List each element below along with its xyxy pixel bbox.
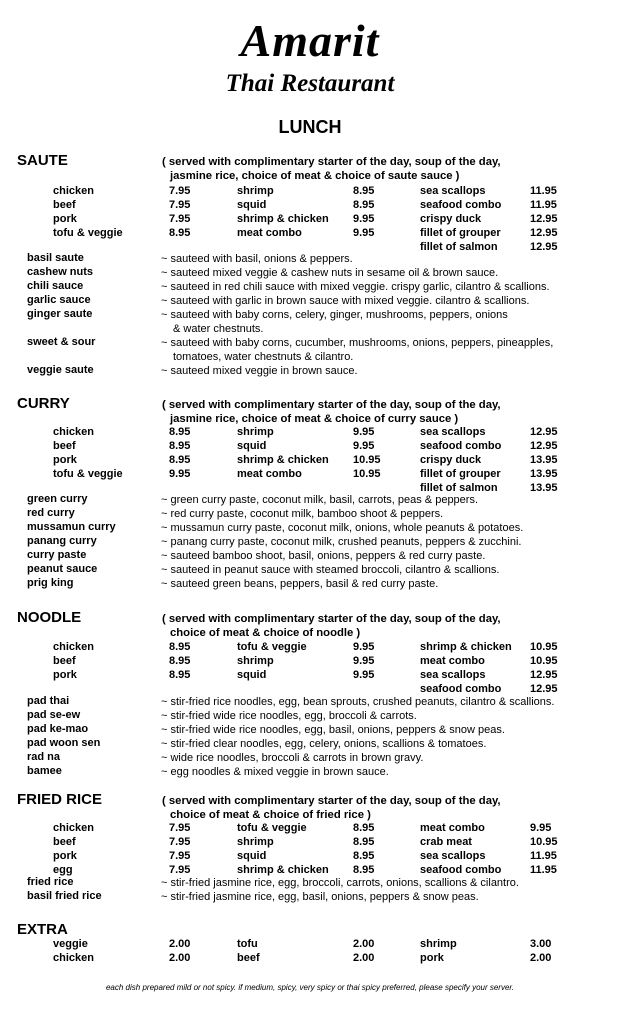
price-item-name: beef xyxy=(237,952,260,964)
dish-description xyxy=(161,507,443,521)
price-item-value: 9.95 xyxy=(353,213,375,225)
serving-note-line: ( served with complimentary starter of the day, soup of the day, xyxy=(162,156,501,168)
dish-description xyxy=(161,521,523,535)
dish-name: panang curry xyxy=(27,535,97,547)
price-item-name: shrimp xyxy=(237,836,274,848)
dish-description-line: ~ stir-fried clear noodles, egg, celery, onions, scallions & tomatoes. xyxy=(161,738,487,750)
price-item-name: fillet of salmon xyxy=(420,241,498,253)
price-item-value: 9.95 xyxy=(530,822,552,834)
serving-note-line: jasmine rice, choice of meat & choice of curry sauce ) xyxy=(170,413,459,425)
price-item-value: 10.95 xyxy=(530,655,558,667)
dish-description xyxy=(161,765,389,779)
serving-note-line: ( served with complimentary starter of the day, soup of the day, xyxy=(162,795,501,807)
dish-description-line: ~ sauteed with garlic in brown sauce with mixed veggie. cilantro & scallions. xyxy=(161,295,530,307)
serving-note-line: choice of meat & choice of noodle ) xyxy=(170,627,361,639)
price-item-value: 8.95 xyxy=(169,454,191,466)
price-item-name: seafood combo xyxy=(420,440,502,452)
dish-name: fried rice xyxy=(27,876,74,888)
price-item-value: 10.95 xyxy=(530,836,558,848)
price-item-name: chicken xyxy=(53,185,94,197)
price-item-value: 13.95 xyxy=(530,468,558,480)
dish-description xyxy=(161,493,478,507)
price-item-name: veggie xyxy=(53,938,88,950)
price-item-name: shrimp & chicken xyxy=(237,864,329,876)
price-item-name: seafood combo xyxy=(420,683,502,695)
dish-description xyxy=(161,709,417,723)
dish-name: cashew nuts xyxy=(27,266,94,278)
dish-name: garlic sauce xyxy=(27,294,91,306)
dish-description-line: ~ panang curry paste, coconut milk, crushed peanuts, peppers & zucchini. xyxy=(161,536,522,548)
price-item-value: 8.95 xyxy=(353,185,375,197)
dish-description-line: ~ stir-fried jasmine rice, egg, basil, onions, peppers & snow peas. xyxy=(161,891,479,903)
price-item-value: 12.95 xyxy=(530,683,558,695)
dish-name: red curry xyxy=(27,507,75,519)
price-item-name: pork xyxy=(53,454,77,466)
dish-name: rad na xyxy=(27,751,61,763)
dish-description-line: tomatoes, water chestnuts & cilantro. xyxy=(173,351,354,363)
dish-name: basil saute xyxy=(27,252,84,264)
price-item-name: crispy duck xyxy=(420,454,482,466)
dish-description-line: ~ sauteed bamboo shoot, basil, onions, peppers & red curry paste. xyxy=(161,550,486,562)
price-item-value: 11.95 xyxy=(530,185,557,197)
price-item-value: 11.95 xyxy=(530,864,557,876)
price-item-value: 10.95 xyxy=(353,468,381,480)
menu-heading: LUNCH xyxy=(278,117,342,137)
price-item-value: 8.95 xyxy=(169,440,191,452)
price-item-value: 9.95 xyxy=(353,227,375,239)
price-item-name: squid xyxy=(237,440,267,452)
price-item-value: 7.95 xyxy=(169,213,191,225)
price-item-name: fillet of grouper xyxy=(420,468,501,480)
price-item-value: 12.95 xyxy=(530,227,558,239)
dish-name: green curry xyxy=(27,493,88,505)
price-item-name: beef xyxy=(53,836,76,848)
price-item-name: meat combo xyxy=(420,655,485,667)
dish-description xyxy=(161,563,499,577)
serving-note-line: ( served with complimentary starter of the day, soup of the day, xyxy=(162,613,501,625)
price-item-name: shrimp & chicken xyxy=(237,454,329,466)
price-item-name: meat combo xyxy=(237,468,302,480)
price-item-value: 7.95 xyxy=(169,864,191,876)
dish-description-line: ~ sauteed with baby corns, celery, ginger, mushrooms, peppers, onions xyxy=(161,309,508,321)
dish-description xyxy=(161,294,529,308)
price-item-name: chicken xyxy=(53,426,94,438)
price-item-name: shrimp & chicken xyxy=(420,641,512,653)
dish-description xyxy=(161,695,554,709)
price-item-name: shrimp xyxy=(237,426,274,438)
price-item-value: 12.95 xyxy=(530,426,558,438)
price-item-name: chicken xyxy=(53,822,94,834)
price-item-value: 8.95 xyxy=(169,669,191,681)
price-item-value: 2.00 xyxy=(353,938,375,950)
dish-name: ginger saute xyxy=(27,308,93,320)
price-item-name: meat combo xyxy=(420,822,485,834)
section-title: SAUTE xyxy=(17,152,68,169)
price-item-name: squid xyxy=(237,199,267,211)
dish-description-line: ~ stir-fried wide rice noodles, egg, broccoli & carrots. xyxy=(161,710,417,722)
dish-description-line: ~ sauteed in red chili sauce with mixed veggie. crispy garlic, cilantro & scallions. xyxy=(161,281,550,293)
price-item-value: 9.95 xyxy=(353,655,375,667)
dish-description-line: ~ sauteed in peanut sauce with steamed broccoli, cilantro & scallions. xyxy=(161,564,500,576)
price-item-name: tofu & veggie xyxy=(53,468,123,480)
dish-description xyxy=(161,890,479,904)
section-title: EXTRA xyxy=(17,921,68,938)
price-item-value: 9.95 xyxy=(353,440,375,452)
dish-description-line: ~ stir-fried jasmine rice, egg, broccoli, carrots, onions, scallions & cilantro. xyxy=(161,877,519,889)
price-item-value: 8.95 xyxy=(169,655,191,667)
dish-name: peanut sauce xyxy=(27,563,98,575)
price-item-name: tofu & veggie xyxy=(237,641,307,653)
price-item-name: crab meat xyxy=(420,836,472,848)
dish-description-line: ~ mussamun curry paste, coconut milk, onions, whole peanuts & potatoes. xyxy=(161,522,524,534)
dish-description xyxy=(161,336,553,364)
dish-name: bamee xyxy=(27,765,62,777)
price-item-name: crispy duck xyxy=(420,213,482,225)
serving-note-line: choice of meat & choice of fried rice ) xyxy=(170,809,371,821)
dish-name: pad se-ew xyxy=(27,709,81,721)
price-item-value: 9.95 xyxy=(353,669,375,681)
section-serving-note xyxy=(162,612,501,640)
dish-description xyxy=(161,308,508,336)
price-item-value: 10.95 xyxy=(530,641,558,653)
price-item-name: seafood combo xyxy=(420,864,502,876)
price-item-name: beef xyxy=(53,199,76,211)
section-serving-note xyxy=(162,155,501,183)
dish-description-line: ~ stir-fried rice noodles, egg, bean sprouts, crushed peanuts, cilantro & scallions. xyxy=(161,696,555,708)
price-item-value: 9.95 xyxy=(353,426,375,438)
dish-description xyxy=(161,549,485,563)
price-item-value: 7.95 xyxy=(169,199,191,211)
price-item-name: chicken xyxy=(53,952,94,964)
dish-description xyxy=(161,577,438,591)
price-item-value: 2.00 xyxy=(169,952,191,964)
price-item-value: 2.00 xyxy=(530,952,552,964)
dish-description-line: ~ sauteed with basil, onions & peppers. xyxy=(161,253,353,265)
price-item-value: 7.95 xyxy=(169,822,191,834)
price-item-value: 11.95 xyxy=(530,850,557,862)
price-item-name: sea scallops xyxy=(420,185,486,197)
dish-description xyxy=(161,751,423,765)
price-item-value: 8.95 xyxy=(169,227,191,239)
dish-description-line: ~ sauteed mixed veggie in brown sauce. xyxy=(161,365,358,377)
price-item-value: 12.95 xyxy=(530,213,558,225)
serving-note-line: jasmine rice, choice of meat & choice of saute sauce ) xyxy=(170,170,460,182)
price-item-value: 12.95 xyxy=(530,669,558,681)
price-item-name: meat combo xyxy=(237,227,302,239)
dish-name: pad thai xyxy=(27,695,70,707)
dish-description xyxy=(161,266,498,280)
price-item-value: 2.00 xyxy=(169,938,191,950)
price-item-name: pork xyxy=(53,850,77,862)
price-item-name: shrimp xyxy=(237,655,274,667)
section-title: CURRY xyxy=(17,395,70,412)
price-item-value: 7.95 xyxy=(169,836,191,848)
dish-description-line: ~ green curry paste, coconut milk, basil, carrots, peas & peppers. xyxy=(161,494,479,506)
restaurant-logo-name: Amarit xyxy=(240,15,380,66)
dish-description xyxy=(161,723,505,737)
spice-note-footer: each dish prepared mild or not spicy. if medium, spicy, very spicy or thai spicy preferred, please specify your server. xyxy=(105,983,514,992)
serving-note-line: ( served with complimentary starter of the day, soup of the day, xyxy=(162,399,501,411)
price-item-name: egg xyxy=(53,864,73,876)
price-item-value: 8.95 xyxy=(353,864,375,876)
price-item-value: 3.00 xyxy=(530,938,552,950)
dish-description-line: & water chestnuts. xyxy=(173,323,264,335)
price-item-name: fillet of salmon xyxy=(420,482,498,494)
dish-description-line: ~ sauteed green beans, peppers, basil & red curry paste. xyxy=(161,578,439,590)
dish-description-line: ~ sauteed mixed veggie & cashew nuts in sesame oil & brown sauce. xyxy=(161,267,499,279)
price-item-value: 7.95 xyxy=(169,185,191,197)
price-item-name: pork xyxy=(420,952,444,964)
price-item-value: 8.95 xyxy=(169,641,191,653)
price-item-value: 8.95 xyxy=(353,836,375,848)
price-item-name: seafood combo xyxy=(420,199,502,211)
dish-description xyxy=(161,252,353,266)
price-item-value: 8.95 xyxy=(353,850,375,862)
price-item-value: 2.00 xyxy=(353,952,375,964)
price-item-value: 13.95 xyxy=(530,482,558,494)
price-item-value: 8.95 xyxy=(353,822,375,834)
dish-description xyxy=(161,535,521,549)
price-item-name: squid xyxy=(237,669,267,681)
price-item-value: 11.95 xyxy=(530,199,557,211)
price-item-name: chicken xyxy=(53,641,94,653)
dish-name: prig king xyxy=(27,577,74,589)
dish-name: sweet & sour xyxy=(27,336,96,348)
price-item-value: 9.95 xyxy=(353,641,375,653)
price-item-value: 13.95 xyxy=(530,454,558,466)
dish-description-line: ~ wide rice noodles, broccoli & carrots in brown gravy. xyxy=(161,752,424,764)
dish-name: veggie saute xyxy=(27,364,94,376)
price-item-name: pork xyxy=(53,669,77,681)
price-item-name: sea scallops xyxy=(420,426,486,438)
price-item-name: beef xyxy=(53,655,76,667)
dish-description-line: ~ sauteed with baby corns, cucumber, mushrooms, onions, peppers, pineapples, xyxy=(161,337,554,349)
dish-description xyxy=(161,876,519,890)
price-item-name: tofu & veggie xyxy=(237,822,307,834)
dish-description-line: ~ stir-fried wide rice noodles, egg, basil, onions, peppers & snow peas. xyxy=(161,724,505,736)
dish-description-line: ~ egg noodles & mixed veggie in brown sauce. xyxy=(161,766,389,778)
dish-description-line: ~ red curry paste, coconut milk, bamboo shoot & peppers. xyxy=(161,508,444,520)
price-item-name: beef xyxy=(53,440,76,452)
dish-description xyxy=(161,737,486,751)
price-item-name: shrimp & chicken xyxy=(237,213,329,225)
restaurant-logo-subtitle: Thai Restaurant xyxy=(225,70,395,97)
price-item-name: sea scallops xyxy=(420,669,486,681)
price-item-name: tofu xyxy=(237,938,258,950)
dish-description xyxy=(161,280,550,294)
section-title: FRIED RICE xyxy=(17,791,103,808)
section-serving-note xyxy=(162,794,501,822)
section-serving-note xyxy=(162,398,501,426)
price-item-value: 9.95 xyxy=(169,468,191,480)
dish-name: curry paste xyxy=(27,549,87,561)
dish-name: pad ke-mao xyxy=(27,723,89,735)
price-item-name: shrimp xyxy=(420,938,457,950)
price-item-name: pork xyxy=(53,213,77,225)
price-item-value: 12.95 xyxy=(530,241,558,253)
price-item-name: sea scallops xyxy=(420,850,486,862)
section-title: NOODLE xyxy=(17,609,82,626)
price-item-name: tofu & veggie xyxy=(53,227,123,239)
price-item-name: fillet of grouper xyxy=(420,227,501,239)
dish-name: chili sauce xyxy=(27,280,84,292)
price-item-value: 8.95 xyxy=(353,199,375,211)
price-item-value: 12.95 xyxy=(530,440,558,452)
price-item-name: squid xyxy=(237,850,267,862)
dish-name: pad woon sen xyxy=(27,737,101,749)
dish-description xyxy=(161,364,358,378)
price-item-name: shrimp xyxy=(237,185,274,197)
price-item-value: 10.95 xyxy=(353,454,381,466)
price-item-value: 8.95 xyxy=(169,426,191,438)
price-item-value: 7.95 xyxy=(169,850,191,862)
dish-name: mussamun curry xyxy=(27,521,116,533)
dish-name: basil fried rice xyxy=(27,890,102,902)
